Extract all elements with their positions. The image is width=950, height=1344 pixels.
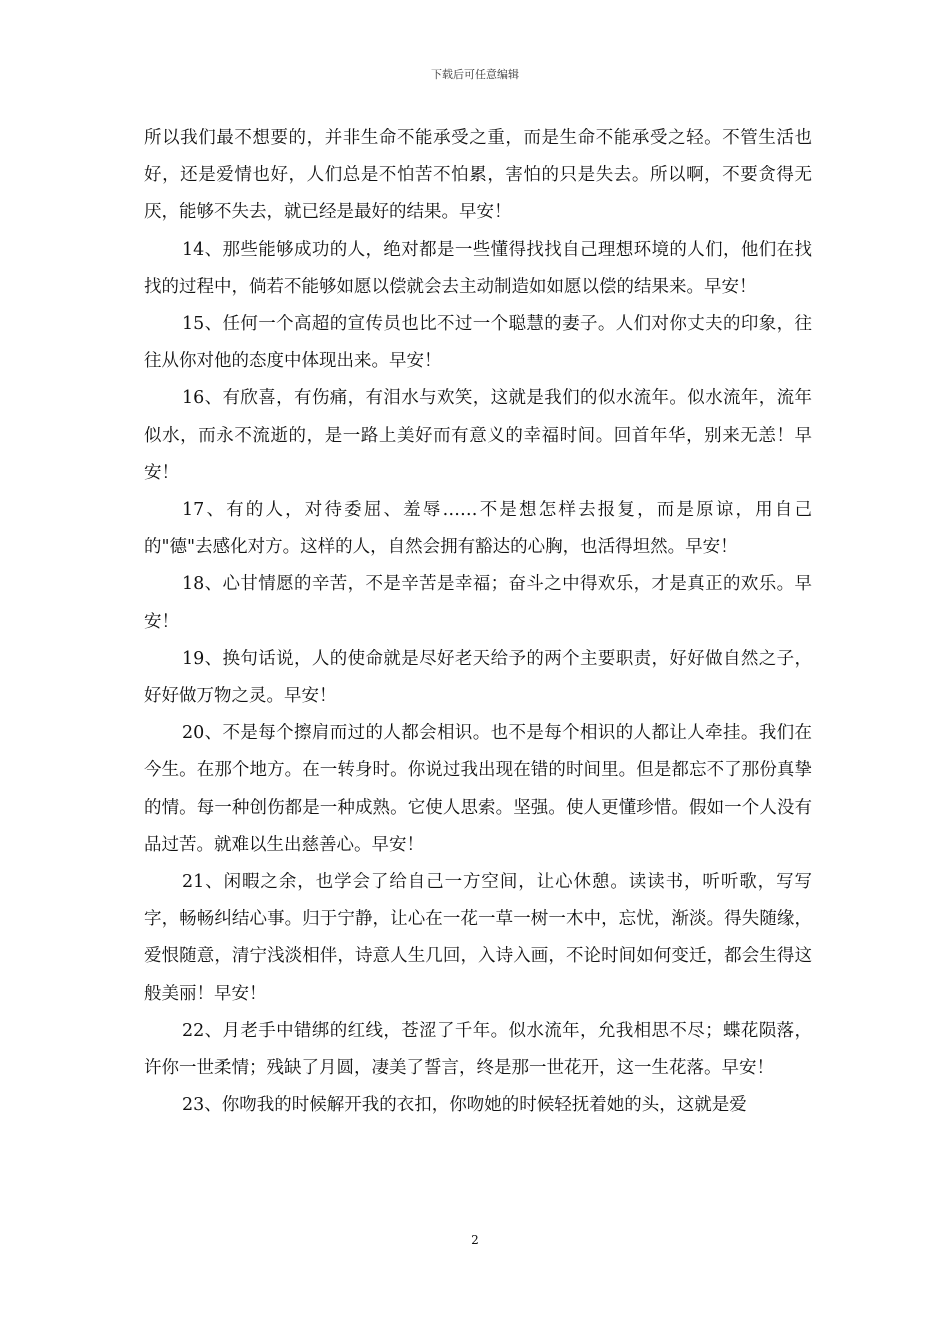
paragraph: 22、月老手中错绑的红线，苍涩了千年。似水流年，允我相思不尽；蝶花陨落，许你一世柔情；残缺了月圆，凄美了誓言，终是那一世花开，这一生花落。早安！ [144,1020,812,1079]
paragraph: 20、不是每个擦肩而过的人都会相识。也不是每个相识的人都让人牵挂。我们在今生。在那个地方。在一转身时。你说过我出现在错的时间里。但是都忘不了那份真挚的情。每一种创伤都是一种成熟。它使人思索。坚强。使人更懂珍惜。假如一个人没有品过苦。就难以生出慈善心。早安！ [144,723,812,855]
document-body [144,120,812,1124]
paragraph: 15、任何一个高超的宣传员也比不过一个聪慧的妻子。人们对你丈夫的印象，往往从你对他的态度中体现出来。早安！ [144,314,812,372]
paragraph: 21、闲暇之余，也学会了给自己一方空间，让心休憩。读读书，听听歌，写写字，畅畅纠结心事。归于宁静，让心在一花一草一树一木中，忘忧，渐淡。得失随缘，爱恨随意，清宁浅淡相伴，诗意人生几回，入诗入画，不论时间如何变迁，都会生得这般美丽！早安！ [144,872,812,1004]
paragraph: 19、换句话说，人的使命就是尽好老天给予的两个主要职责，好好做自然之子，好好做万物之灵。早安！ [144,648,812,707]
paragraph: 所以我们最不想要的，并非生命不能承受之重，而是生命不能承受之轻。不管生活也好，还是爱情也好，人们总是不怕苦不怕累，害怕的只是失去。所以啊，不要贪得无厌，能够不失去，就已经是最好的结果。早安！ [144,128,812,223]
paragraph: 23、你吻我的时候解开我的衣扣，你吻她的时候轻抚着她的头，这就是爱 [182,1095,747,1116]
page-number: 2 [471,1233,479,1247]
paragraph: 17、有的人，对待委屈、羞辱……不是想怎样去报复，而是原谅，用自己的"德"去感化对方。这样的人，自然会拥有豁达的心胸，也活得坦然。早安！ [144,500,812,558]
page-header: 下载后可任意编辑 [431,68,519,81]
paragraph: 18、心甘情愿的辛苦，不是辛苦是幸福；奋斗之中得欢乐，才是真正的欢乐。早安！ [144,574,812,632]
paragraph: 14、那些能够成功的人，绝对都是一些懂得找找自己理想环境的人们，他们在找找的过程中，倘若不能够如愿以偿就会去主动制造如如愿以偿的结果来。早安！ [144,239,812,297]
paragraph: 16、有欣喜，有伤痛，有泪水与欢笑，这就是我们的似水流年。似水流年，流年似水，而永不流逝的，是一路上美好而有意义的幸福时间。回首年华，别来无恙！早安！ [144,388,812,483]
